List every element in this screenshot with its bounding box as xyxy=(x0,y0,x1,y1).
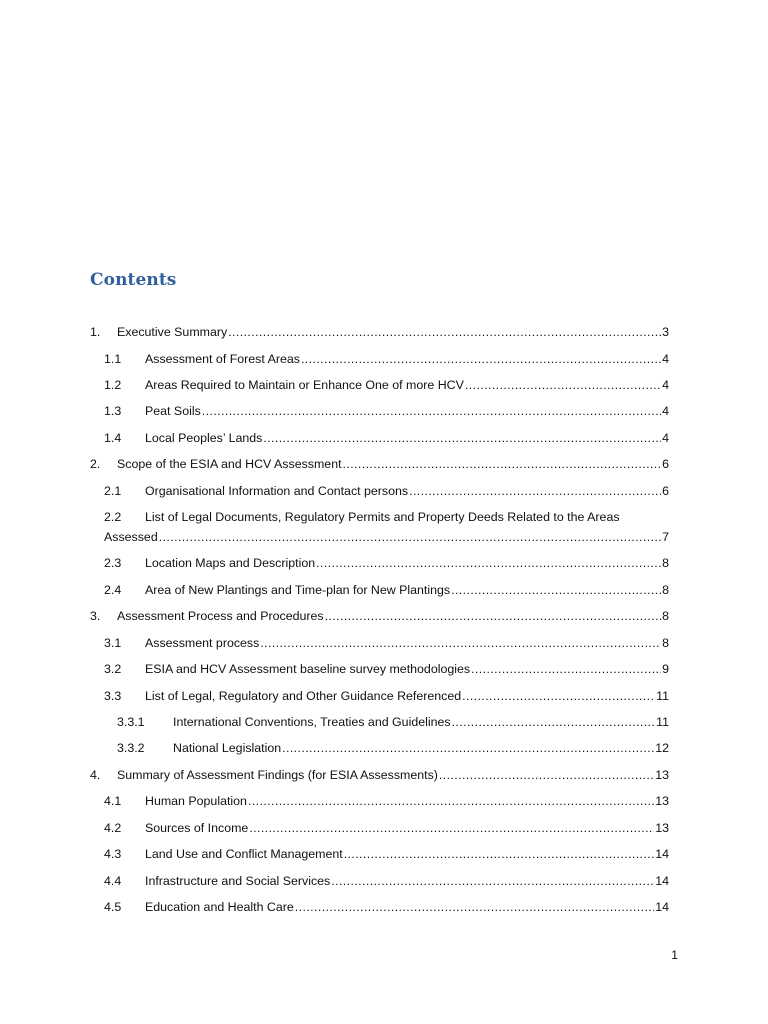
dot-leader xyxy=(471,661,661,677)
dot-leader xyxy=(295,899,654,915)
toc-entry-title: Location Maps and Description xyxy=(145,556,316,570)
toc-entry-number: 3.3.2 xyxy=(117,741,145,755)
toc-entry-title: Areas Required to Maintain or Enhance One of more HCV xyxy=(145,378,464,392)
toc-entry[interactable] xyxy=(104,899,669,915)
toc-entry-page: 4 xyxy=(662,352,669,366)
toc-entry-title: Land Use and Conflict Management xyxy=(145,847,343,861)
toc-entry-title: Education and Health Care xyxy=(145,900,294,914)
toc-entry-page: 9 xyxy=(662,662,669,676)
dot-leader xyxy=(325,608,661,624)
dot-leader xyxy=(316,555,661,571)
toc-entry-number: 3.2 xyxy=(104,662,122,676)
toc-entry-title: Assessment process xyxy=(145,636,260,650)
toc-entry-page: 14 xyxy=(655,900,669,914)
toc-entry-title: Assessment Process and Procedures xyxy=(117,609,324,623)
toc-entry-title: Area of New Plantings and Time-plan for New Plantings xyxy=(145,583,451,597)
toc-entry-page: 11 xyxy=(656,715,669,729)
toc-entry-page: 6 xyxy=(662,484,669,498)
toc-entry-page: 8 xyxy=(662,583,669,597)
toc-entry[interactable] xyxy=(104,635,669,651)
toc-entry-title: ESIA and HCV Assessment baseline survey methodologies xyxy=(145,662,471,676)
dot-leader xyxy=(331,873,654,889)
toc-entry-page: 13 xyxy=(655,768,669,782)
dot-leader xyxy=(439,767,654,783)
toc-entry-title: National Legislation xyxy=(173,741,282,755)
toc-entry-page: 4 xyxy=(662,378,669,392)
toc-entry-page: 13 xyxy=(655,821,669,835)
dot-leader xyxy=(452,714,656,730)
toc-entry-number: 4.3 xyxy=(104,847,122,861)
toc-heading: Contents xyxy=(90,270,177,290)
toc-entry-page: 8 xyxy=(662,556,669,570)
toc-entry-title: Executive Summary xyxy=(117,325,228,339)
toc-entry[interactable] xyxy=(104,555,669,571)
toc-entry-title: Sources of Income xyxy=(145,821,249,835)
toc-entry-page: 3 xyxy=(662,325,669,339)
toc-entry[interactable] xyxy=(104,820,669,836)
dot-leader xyxy=(344,846,655,862)
toc-entry-number: 4.1 xyxy=(104,794,122,808)
toc-entry-page: 8 xyxy=(662,636,669,650)
toc-entry-title: Assessment of Forest Areas xyxy=(145,352,300,366)
dot-leader xyxy=(409,483,661,499)
toc-entry-page: 11 xyxy=(656,689,669,703)
toc-entry[interactable] xyxy=(104,582,669,598)
toc-entry-number: 1.3 xyxy=(104,404,122,418)
toc-entry-title: Organisational Information and Contact persons xyxy=(145,484,409,498)
toc-entry-page: 7 xyxy=(662,530,669,544)
toc-entry[interactable] xyxy=(104,873,669,889)
toc-entry-page: 4 xyxy=(662,404,669,418)
dot-leader xyxy=(228,324,661,340)
toc-entry-page: 4 xyxy=(662,431,669,445)
dot-leader xyxy=(260,635,661,651)
toc-entry-number: 2.3 xyxy=(104,556,122,570)
toc-entry-page: 14 xyxy=(655,847,669,861)
dot-leader xyxy=(159,529,661,545)
toc-entry[interactable] xyxy=(104,483,669,499)
dot-leader xyxy=(282,740,654,756)
toc-entry-number: 1. xyxy=(90,325,101,339)
toc-entry-title: Infrastructure and Social Services xyxy=(145,874,331,888)
toc-entry-title-continuation: Assessed xyxy=(104,530,158,544)
toc-entry-title: Scope of the ESIA and HCV Assessment xyxy=(117,457,342,471)
dot-leader xyxy=(462,688,655,704)
toc-entry[interactable] xyxy=(104,403,669,419)
toc-entry[interactable] xyxy=(104,351,669,367)
toc-entry-number: 1.2 xyxy=(104,378,122,392)
toc-entry-first-line[interactable] xyxy=(104,509,620,525)
toc-entry-page: 8 xyxy=(662,609,669,623)
toc-entry-number: 1.1 xyxy=(104,352,122,366)
toc-entry-title: Human Population xyxy=(145,794,247,808)
toc-entry-page: 6 xyxy=(662,457,669,471)
toc-entry[interactable] xyxy=(117,714,669,730)
toc-entry-page: 12 xyxy=(655,741,669,755)
toc-entry-title: Summary of Assessment Findings (for ESIA Assessments) xyxy=(117,768,438,782)
toc-entry[interactable] xyxy=(90,324,669,340)
toc-entry[interactable] xyxy=(90,767,669,783)
toc-entry[interactable] xyxy=(104,793,669,809)
toc-entry-number: 2.1 xyxy=(104,484,122,498)
toc-entry-number: 2.2 xyxy=(104,510,122,524)
toc-entry[interactable] xyxy=(104,529,669,545)
dot-leader xyxy=(248,793,654,809)
dot-leader xyxy=(301,351,661,367)
toc-entry-title: Local Peoples’ Lands xyxy=(145,431,263,445)
toc-entry-number: 4.5 xyxy=(104,900,122,914)
toc-entry[interactable] xyxy=(104,688,669,704)
toc-entry-title: List of Legal, Regulatory and Other Guidance Referenced xyxy=(145,689,462,703)
toc-entry[interactable] xyxy=(104,377,669,393)
toc-entry-number: 3.3.1 xyxy=(117,715,145,729)
toc-entry[interactable] xyxy=(90,456,669,472)
toc-entry-page: 13 xyxy=(655,794,669,808)
dot-leader xyxy=(465,377,661,393)
toc-entry-number: 3.3 xyxy=(104,689,122,703)
toc-entry-number: 3. xyxy=(90,609,101,623)
dot-leader xyxy=(202,403,661,419)
toc-entry-number: 2.4 xyxy=(104,583,122,597)
dot-leader xyxy=(451,582,661,598)
toc-entry[interactable] xyxy=(104,430,669,446)
toc-entry[interactable] xyxy=(104,846,669,862)
page-number: 1 xyxy=(671,948,678,962)
toc-entry-title: List of Legal Documents, Regulatory Permits and Property Deeds Related to the Areas xyxy=(145,510,620,524)
dot-leader xyxy=(263,430,661,446)
toc-entry-page: 14 xyxy=(655,874,669,888)
toc-entry-number: 3.1 xyxy=(104,636,122,650)
toc-entry[interactable] xyxy=(117,740,669,756)
toc-entry[interactable] xyxy=(104,661,669,677)
toc-entry-number: 4.4 xyxy=(104,874,122,888)
toc-entry-title: International Conventions, Treaties and Guidelines xyxy=(173,715,451,729)
toc-entry-number: 4.2 xyxy=(104,821,122,835)
dot-leader xyxy=(343,456,662,472)
toc-entry-title: Peat Soils xyxy=(145,404,201,418)
toc-entry-number: 1.4 xyxy=(104,431,122,445)
toc-entry-number: 4. xyxy=(90,768,101,782)
toc-entry-number: 2. xyxy=(90,457,101,471)
toc-entry[interactable] xyxy=(90,608,669,624)
dot-leader xyxy=(249,820,654,836)
